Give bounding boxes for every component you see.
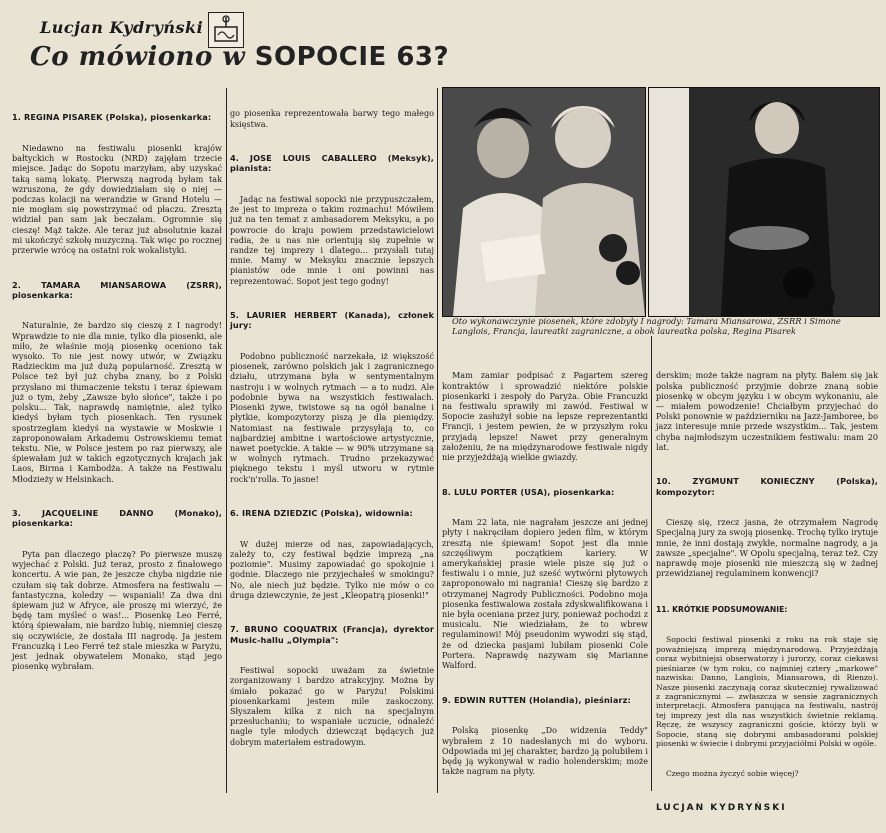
closing-line: Czego można życzyć sobie więcej?: [666, 768, 799, 778]
section-text: Pyta pan dlaczego płaczę? Po pierwsze muszę wyjechać z Polski. Już teraz, prosto z finałowego koncertu. A wie pan, że jeszcze chyba nigdzie nie czułam się tak dobrze. Atmosfera na festiwalu — fantastyczna, koledzy — wspaniali! Za dwa dni śpiewam już w Afryce, ale proszę mi wierzyć, że będę tam myśleć o was!... Piosenkę Leo Ferré, którą śpiewałam, nie bardzo lubię, niemniej cieszę się oczywiście, że dostała III nagrodę. Ja jestem Francuzką i Leo Ferré też stale mieszka w Paryżu, jest jednak obywatelem Monako, stąd jego piosenkę wybrałam.: [12, 548, 225, 672]
section-text: Niedawno na festiwalu piosenki krajów bałtyckich w Rostocku (NRD) zajęłam trzecie miejsce. Jadąc do Sopotu marzyłam, aby uzyskać taką samą lokatę. Pierwszą nagrodą byłam tak wzruszona, że gdy dowiedziałam się o niej — podczas kolacji na werandzie w Grand Hotelu — nie mogłam się powstrzymać od płaczu. Zresztą widział pan sam jak beczałam. Ogromnie się cieszę! Mąż także. Ale teraz już absolutnie kazał mi ukończyć szkołę muzyczną. Tak więc po rocznej przerwie wrócę na ostatni rok wokalistyki.: [12, 143, 225, 256]
title-part1: Co mówiono w: [30, 42, 246, 72]
photo-laureates-foreign: [442, 87, 646, 317]
article-title: [30, 42, 449, 72]
author-byline: Lucjan Kydryński: [40, 18, 204, 37]
section-text: Naturalnie, że bardzo się cieszę z I nagrody! Wprawdzie to nie dla mnie, tylko dla piosenki, ale miło, że właśnie moją piosenkę oceniono tak wysoko. To nie jest nowy utwór, w Związku Radzieckim ma już dużą popularność. Zresztą w Polsce też był już chyba znany, bo z Polski przysłano mi tłumaczenie tekstu i teraz śpiewam już o tym, żeby „Zawsze było słońce", także i po polsku... Tak, naprawdę namiętnie, ależ tylko kiedyś byłam tych piosenkach. Ten rysunek spostrzegłam kiedyś na wystawie w Moskwie i zaproponowałam Arkademu Ostrowskiemu temat tekstu. Nie, w Polsce jestem po raz pierwszy, ale śpiewałam już w takich egzotycznych krajach jak Laos, Birma i Kambodża. A także na Festiwalu Młodzieży w Helsinkach.: [12, 320, 225, 484]
column-4: [656, 350, 881, 833]
section-heading: 3. JACQUELINE DANNO (Monako), piosenkarka:: [12, 508, 225, 529]
section-heading: 9. EDWIN RUTTEN (Holandia), pieśniarz:: [442, 694, 631, 705]
photo-caption: Oto wykonawczynie piosenek, które zdobyły I nagrody: Tamara Miansarowa, ZSRR i Simone Langlois, Francja, laureatki zagraniczne, a obok laureatka polska, Regina Pisarek: [452, 316, 841, 336]
section-text: W dużej mierze od nas, zapowiadających, zależy to, czy festiwal będzie imprezą „na poziomie". Musimy zapowiadać go spokojnie i godnie. Dlaczego nie przyjechałeś w smokingu? No, ale niech już będzie. Tylko nie mów o co druga dziewczynie, że jest „Kleopatrą piosenki!": [230, 538, 437, 600]
section-heading: 7. BRUNO COQUATRIX (Francja), dyrektor Music-hallu „Olympia":: [230, 624, 437, 645]
section-text: Polską piosenkę „Do widzenia Teddy" wybrałem z 10 nadesłanych mi do wyboru. Odpowiada mi jej charakter, bardzo ją polubiłem i będę ją wykonywał w radio holenderskim; może także nagram na płyty.: [442, 725, 651, 777]
column-3: [442, 350, 651, 797]
section-heading: 1. REGINA PISAREK (Polska), piosenkarka:: [12, 112, 212, 123]
column-2: [230, 88, 437, 767]
section-text: go piosenka reprezentowała barwy tego małego księstwa.: [230, 108, 437, 129]
section-text: Podobno publiczność narzekała, iż większość piosenek, zarówno polskich jak i zagranicznego działu, utrzymana była w sentymentalnym nastroju i w wolnych rytmach — a to nudzi. Ale podobnie bywa na wszystkich festiwalach. Piosenki żywe, twistowe są na ogół banalne i płytkie, kompozytorzy piszą je dla pieniędzy. Natomiast na festiwale przysyłają to, co najbardziej ambitne i wartościowe artystycznie, nawet poetyckie. A takie — w 90% utrzymane są w wolnych rytmach. Trudno przekazywać pięknego tekstu i myśl utworu w rytmie rock'n'rolla. To jasne!: [230, 351, 437, 484]
summary-text: Sopocki festiwal piosenki z roku na rok staje się poważniejszą imprezą międzynarodową. Przyjeżdżają coraz wybitniejsi obserwatorzy i jurorzy, coraz ciekawsi pieśniarze (w tym roku, co najmniej cztery „markowe" nazwiska: Danno, Langlois, Miansarowa, di Rienzo). Nasze piosenki zaczynają coraz skuteczniej rywalizować z zagranicznymi — zwłaszcza w sensie zagranicznych interpretacji. Atmosfera panująca na festiwalu, nastrój tej imprezy jest dla nas wszystkich świetnie reklamą. Ręczę, że wszyscy zagraniczni goście, którzy byli w Sopocie, staną się dobrymi ambasadorami polskiej piosenki w świecie i dobrymi przyjaciółmi Polski w ogóle.: [656, 635, 881, 748]
section-text: Mam zamiar podpisać z Pagartem szereg kontraktów i sprowadzić niektóre polskie piosenkarki i zespoły do Paryża. Obie Francuzki na festiwalu sprawiły mi zawód. Festiwal w Sopocie zasłużył sobie na lepsze reprezentantki Francji, i jestem pewien, że w przyszłym roku przyjadą lepsze! Nawet przy generalnym założeniu, że na międzynarodowe festiwale nigdy nie przyjeżdżają wielkie gwiazdy.: [442, 370, 651, 463]
summary-heading: 11. KRÓTKIE PODSUMOWANIE:: [656, 604, 788, 614]
signature: LUCJAN KYDRYŃSKI: [656, 802, 787, 813]
section-heading: 10. ZYGMUNT KONIECZNY (Polska), kompozytor:: [656, 476, 881, 497]
column-divider: [437, 88, 438, 793]
section-heading: 2. TAMARA MIANSAROWA (ZSRR), piosenkarka:: [12, 279, 225, 300]
section-text: derskim; może także nagram na płyty. Bałem się jak polska publiczność przyjmie dobrze znaną sobie piosenkę w obcym języku i w obcym wykonaniu, ale — miałem powodzenie! Chciałbym przyjechać do Polski ponownie w październiku na Jazz-Jamboree, bo jazz interesuje mnie przede wszystkim... Tak, jestem chyba najmłodszym uczestnikiem festiwalu: mam 20 lat.: [656, 370, 881, 452]
section-heading: 8. LULU PORTER (USA), piosenkarka:: [442, 486, 615, 497]
section-text: Festiwal sopocki uważam za świetnie zorganizowany i bardzo atrakcyjny. Można by śmiało pokazać go w Paryżu! Polskimi piosenkarkami jestem mile zaskoczony. Słyszałem kilka z nich na specjalnym przesłuchaniu; to wspaniałe uczucie, odnaleźć nagle tyle młodych dziewcząt będących już dobrym materiałem estradowym.: [230, 665, 437, 747]
section-text: Jadąc na festiwal sopocki nie przypuszczałem, że jest to impreza o takim rozmachu! Mówiłem już na ten temat z ambasadorem Meksyku, a po powrocie do kraju powiem przedstawicielowi radia, że u nas nie orientują się zupełnie w randze tej imprezy i dlatego... przysłali tutaj mnie. Mamy w Meksyku znacznie lepszych pianistów ode mnie i oni powinni nas reprezentować. Sopot jest tego godny!: [230, 194, 437, 286]
section-heading: 6. IRENA DZIEDZIC (Polska), widownia:: [230, 508, 413, 519]
section-heading: 4. JOSE LOUIS CABALLERO (Meksyk), pianista:: [230, 153, 437, 174]
column-divider: [651, 336, 652, 791]
photo-laureate-polish: [648, 87, 880, 317]
section-text: Mam 22 lata, nie nagrałam jeszcze ani jednej płyty i nakręciłam dopiero jeden film, w którym zresztą nie śpiewam! Sopot jest dla mnie szczęśliwym początkiem kariery. W amerykańskiej prasie wiele pisze się już o festiwalu i o mnie, już sześć wytwórni płytowych zaproponowało mi nagrania! Cieszę się bardzo z otrzymanej Nagrody Publiczności. Podobno moja piosenka festiwalowa została zdyskwalifikowana i nie była oceniana przez jury, ponieważ pochodzi z musicalu. Nie wiedziałam, że to wbrew regulaminowi! Mój pseudonim wywodzi się stąd, że od dziecka pasjami lubiłam piosenki Cole Portera. Naprawdę nazywam się Marianne Walford.: [442, 517, 651, 671]
column-1: [12, 88, 225, 692]
column-divider: [226, 88, 227, 793]
section-text: Cieszę się, rzecz jasna, że otrzymałem Nagrodę Specjalną jury za swoją piosenkę. Trochę tylko irytuje mnie, że inni dostają zwykłe, normalne nagrody, a ja zawsze „specjalne". W Opolu specjalną, teraz też. Czy naprawdę moje piosenki nie mieszczą się w żadnej przewidzianej regulaminem konwencji?: [656, 517, 881, 579]
section-heading: 5. LAURIER HERBERT (Kanada), członek jury:: [230, 310, 437, 331]
title-part2: SOPOCIE 63?: [254, 42, 450, 72]
